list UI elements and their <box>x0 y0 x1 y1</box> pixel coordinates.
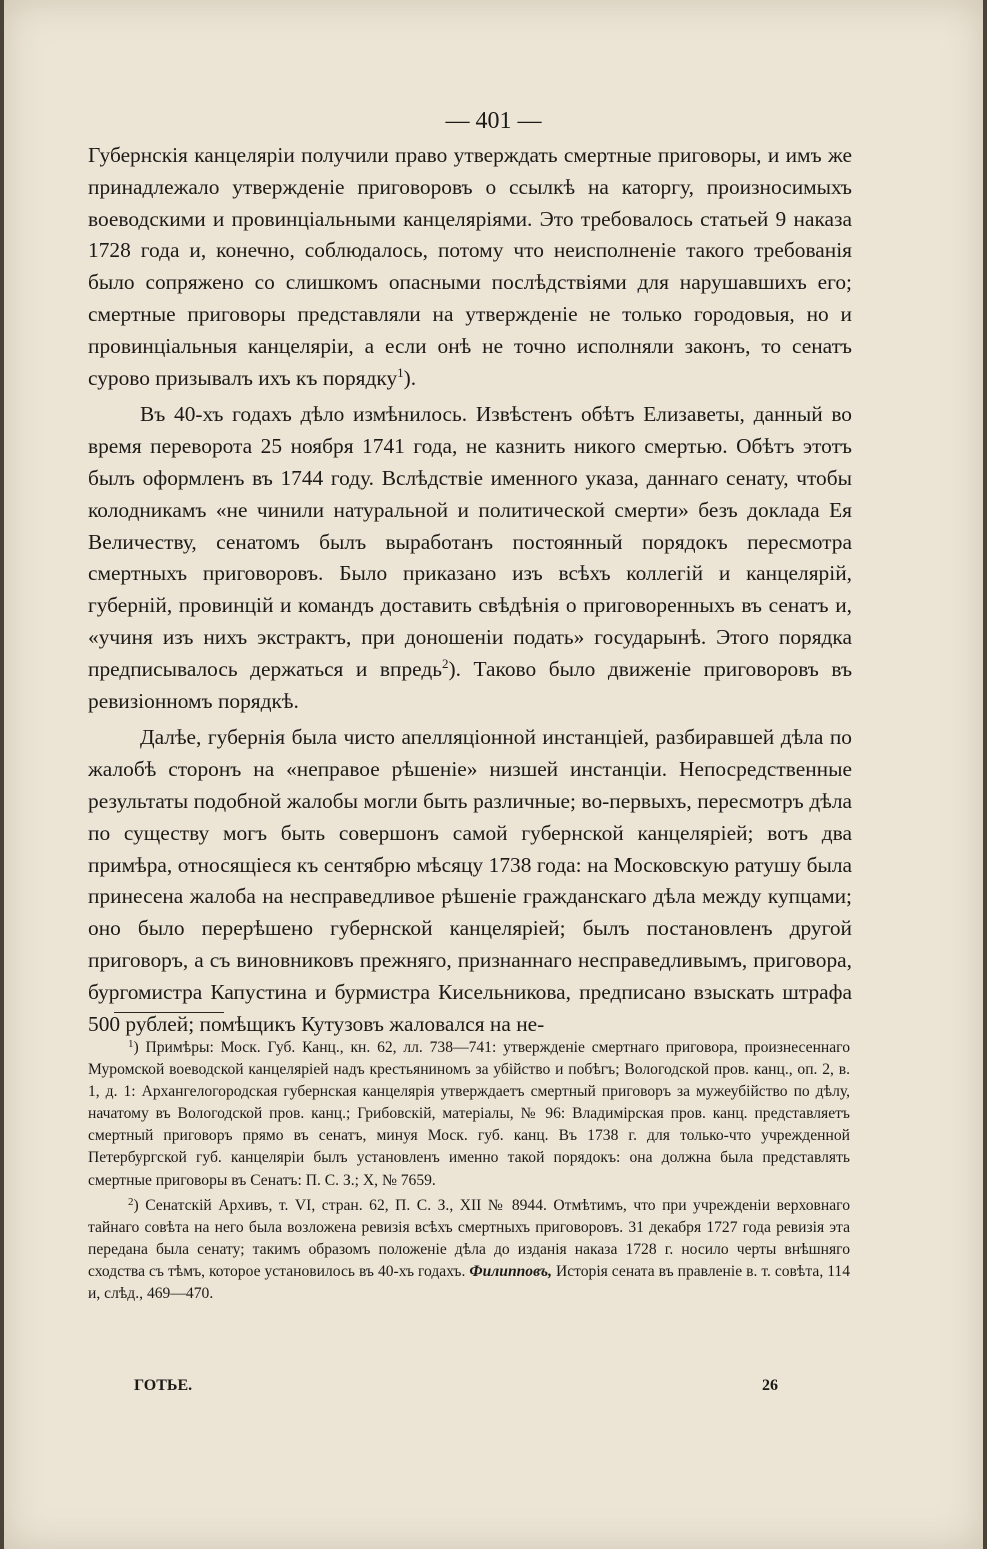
paragraph-3: Далѣе, губернія была чисто апелляціонной инстанціей, разбиравшей дѣла по жалобѣ сторонъ на «неправое рѣшеніе» низшей инстанціи. Непосредственные результаты подобной жалобы могли быть различные; во-первыхъ, пересмотръ дѣла по существу могъ быть совершонъ самой губернской канцеляріей; вотъ два примѣра, относящіеся къ сентябрю мѣсяцу 1738 года: на Московскую ратушу была принесена жалоба на несправедливое рѣшеніе гражданскаго дѣла между купцами; оно было перерѣшено губернской канцеляріей; былъ постановленъ другой приговоръ, а съ виновниковъ прежняго, признаннаго несправедливымъ, приговора, бургомистра Капустина и бурмистра Кисельникова, предписано взыскать штрафа 500 рублей; помѣщикъ Кутузовъ жаловался на не- <box>88 725 852 1036</box>
footnote-ref-1: 1 <box>397 364 404 380</box>
book-page <box>4 0 983 1549</box>
footnotes <box>88 1037 850 1308</box>
paragraph-2: Въ 40-хъ годахъ дѣло измѣнилось. Извѣстенъ обѣтъ Елизаветы, данный во время переворота 25 ноября 1741 года, не казнить никого смертью. Обѣтъ этотъ былъ оформленъ въ 1744 году. Вслѣдствіе именного указа, даннаго сенату, чтобы колодникамъ «не чинили натуральной и политической смерти» безъ доклада Ея Величеству, сенатомъ былъ выработанъ постоянный порядокъ пересмотра смертныхъ приговоровъ. Было приказано изъ всѣхъ коллегій и канцелярій, губерній, провинцій и командъ доставить свѣдѣнія о приговоренныхъ въ сенатъ и, «учиня изъ нихъ экстрактъ, при доношеніи подать» государынѣ. Этого порядка предписывалось держаться и впредь$^2$). Таково было движеніе приговоровъ въ ревизіонномъ порядкѣ. <box>88 402 853 713</box>
signature-mark: ГОТЬЕ. <box>134 1377 193 1394</box>
footnote-divider <box>114 1012 224 1013</box>
sheet-number: 26 <box>762 1377 778 1394</box>
page-footer <box>134 1377 778 1395</box>
footnote-1: $^1$) Примѣры: Моск. Губ. Канц., кн. 62, лл. 738—741: утвержденіе смертнаго приговора, произнесеннаго Муромской воеводской канцеляріей надъ крестьяниномъ за убійство и побѣгъ; Вологодской пров. канц., оп. 2, в. 1, д. 1: Архангелогородская губернская канцелярія утверждаетъ смертный приговоръ за мужеубійство по дѣлу, начатому въ Вологодской пров. канц.; Грибовскій, матеріалы, № 96: Владимірская пров. канц. представляетъ смертный приговоръ прямо въ сенатъ, минуя Моск. губ. канц. Въ 1738 г. для только-что учрежденной Петербургской губ. канцеляріи былъ установленъ именно такой порядокъ: она должна была представлять смертные приговоры въ Сенатъ: П. С. З.; X, № 7659. <box>88 1038 850 1189</box>
main-text <box>88 140 852 1045</box>
page-number: — 401 — <box>445 108 542 134</box>
footnote-ref-2: 2 <box>442 655 449 671</box>
footnote-2: $^2$) Сенатскій Архивъ, т. VI, стран. 62, П. С. З., XII № 8944. Отмѣтимъ, что при учрежденіи верховнаго тайнаго совѣта на него была возложена ревизія всѣхъ смертныхъ приговоровъ. 31 декабря 1727 года ревизія эта передана была сенату; такимъ образомъ положеніе дѣла до изданія наказа 1728 г. носило черты внѣшняго сходства съ тѣмъ, которое установилось въ 40-хъ годахъ. Филипповъ, Исторія сената въ правленіе в. т. совѣта, 114 и, слѣд., 469—470. <box>88 1195 850 1303</box>
paragraph-1: Губернскія канцеляріи получили право утверждать смертные приговоры, и имъ же принадлежало утвержденіе приговоровъ о ссылкѣ на каторгу, произносимыхъ воеводскими и провинціальными канцеляріями. Это требовалось статьей 9 наказа 1728 года и, конечно, соблюдалось, потому что неисполненіе такого требованія было сопряжено со слишкомъ опасными послѣдствіями для нарушавшихъ его; смертные приговоры представляли на утвержденіе не только городовыя, но и провинціальныя канцеляріи, а если онѣ не точно исполняли законъ, то сенатъ сурово призывалъ ихъ къ порядку$^1$). <box>88 143 852 390</box>
author-name: Филипповъ, <box>469 1262 552 1280</box>
